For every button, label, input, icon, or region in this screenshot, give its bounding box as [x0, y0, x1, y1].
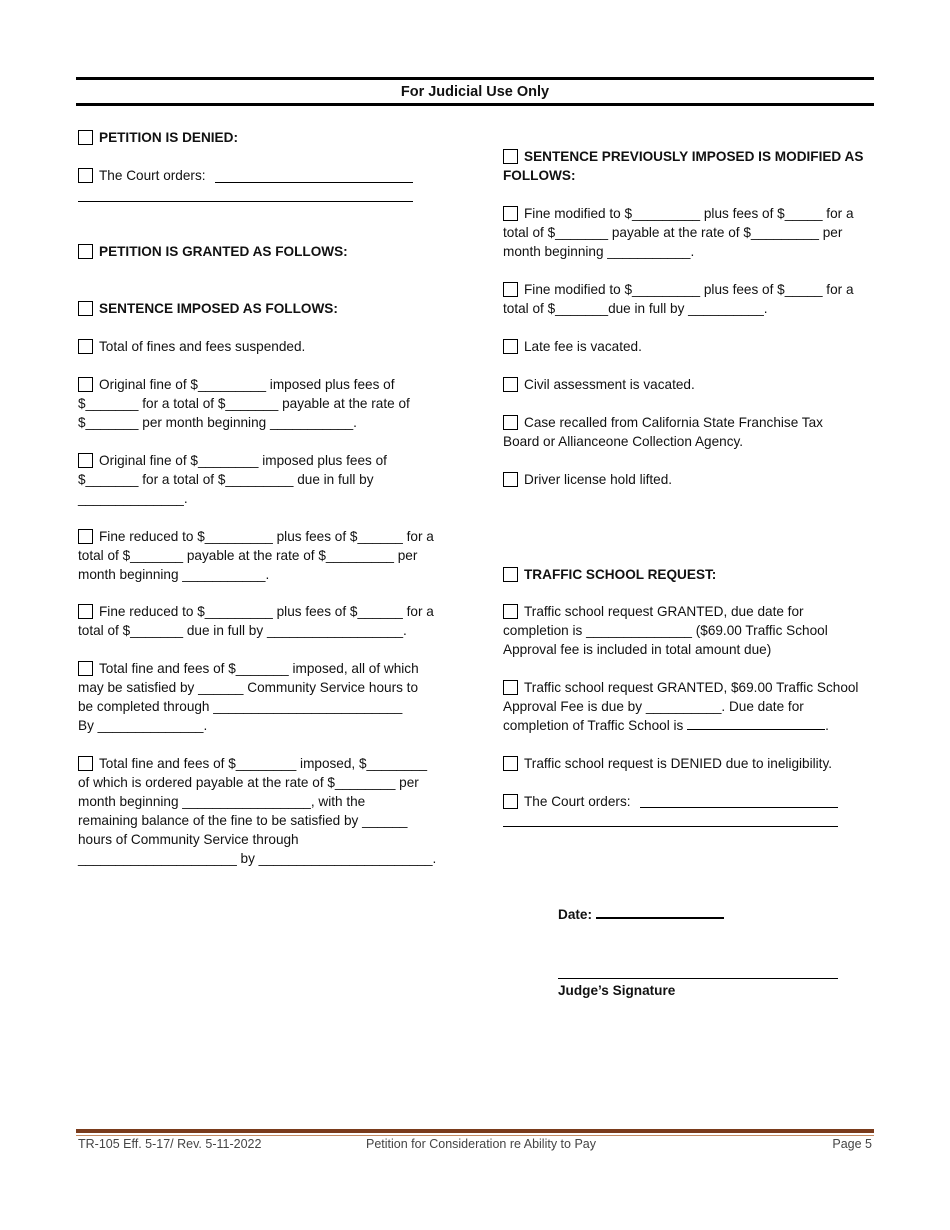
judge-signature-label: Judge’s Signature: [558, 983, 676, 998]
fine-modified-due-checkbox[interactable]: [503, 282, 518, 297]
fine-modified-due-text-1: Fine modified to $_________ plus fees of $_____ for a: [524, 282, 854, 297]
date-label: Date:: [558, 907, 592, 922]
petition-denied-option[interactable]: [78, 128, 238, 147]
community-service-text-3: be completed through _________________________: [78, 699, 403, 714]
civil-assessment-checkbox[interactable]: [503, 377, 518, 392]
fine-modified-rate-option[interactable]: [503, 204, 854, 261]
petition-denied-label: PETITION IS DENIED:: [99, 130, 238, 145]
original-fine-rate-text-1: Original fine of $_________ imposed plus fees of: [99, 377, 395, 392]
fine-reduced-due-checkbox[interactable]: [78, 604, 93, 619]
fine-reduced-rate-text-1: Fine reduced to $_________ plus fees of $______ for a: [99, 529, 434, 544]
left-court-orders-label: The Court orders:: [99, 168, 206, 183]
community-service-option[interactable]: [78, 659, 419, 735]
partial-payment-text-3: month beginning _________________, with the: [78, 794, 366, 809]
fines-suspended-option[interactable]: [78, 337, 305, 356]
ts-granted-included-text-3: Approval fee is included in total amount due): [503, 642, 772, 657]
petition-denied-checkbox[interactable]: [78, 130, 93, 145]
fine-reduced-rate-option[interactable]: [78, 527, 434, 584]
partial-payment-text-6: _____________________ by _______________________.: [78, 851, 437, 866]
fine-modified-rate-text-1: Fine modified to $_________ plus fees of $_____ for a: [524, 206, 854, 221]
sentence-modified-option[interactable]: [503, 147, 863, 185]
fine-reduced-due-text-2: total of $_______ due in full by __________________.: [78, 623, 407, 638]
fines-suspended-label: Total of fines and fees suspended.: [99, 339, 306, 354]
left-court-orders-option[interactable]: [78, 166, 206, 185]
ts-denied-checkbox[interactable]: [503, 756, 518, 771]
original-fine-due-checkbox[interactable]: [78, 453, 93, 468]
traffic-school-option[interactable]: [503, 565, 716, 584]
fine-modified-rate-text-3: month beginning ___________.: [503, 244, 695, 259]
right-court-orders-line-1[interactable]: [640, 807, 838, 808]
petition-granted-label: PETITION IS GRANTED AS FOLLOWS:: [99, 244, 348, 259]
ts-completion-blank[interactable]: [687, 717, 825, 730]
header-top-rule: [76, 77, 874, 80]
traffic-school-checkbox[interactable]: [503, 567, 518, 582]
traffic-school-label: TRAFFIC SCHOOL REQUEST:: [524, 567, 717, 582]
ts-granted-fee-text-2: Approval Fee is due by __________. Due date for: [503, 699, 804, 714]
original-fine-rate-text-2: $_______ for a total of $_______ payable at the rate of: [78, 396, 410, 411]
civil-assessment-label: Civil assessment is vacated.: [524, 377, 695, 392]
footer-rule-thin: [76, 1135, 874, 1136]
ts-granted-fee-checkbox[interactable]: [503, 680, 518, 695]
ts-granted-included-text-2: completion is ______________ ($69.00 Traffic School: [503, 623, 828, 638]
sentence-modified-text-2: FOLLOWS:: [503, 168, 576, 183]
right-court-orders-checkbox[interactable]: [503, 794, 518, 809]
ts-granted-included-option[interactable]: [503, 602, 828, 659]
footer-rule-brown: [76, 1129, 874, 1133]
ts-granted-fee-option[interactable]: Traffic school request GRANTED, $69.00 Traffic School Approval Fee is due by __________. Due date for completion of Traffic School is .: [503, 680, 859, 733]
case-recalled-text-1: Case recalled from California State Franchise Tax: [524, 415, 823, 430]
date-blank[interactable]: [596, 905, 724, 919]
fine-reduced-due-text-1: Fine reduced to $_________ plus fees of $______ for a: [99, 604, 434, 619]
right-court-orders-line-2[interactable]: [503, 826, 838, 827]
partial-payment-text-1: Total fine and fees of $________ imposed, $________: [99, 756, 428, 771]
ts-granted-included-text-1: Traffic school request GRANTED, due date for: [524, 604, 804, 619]
original-fine-due-option[interactable]: [78, 451, 387, 508]
case-recalled-option[interactable]: [503, 413, 823, 451]
fine-modified-due-text-2: total of $_______due in full by __________.: [503, 301, 768, 316]
ts-granted-fee-text-1: Traffic school request GRANTED, $69.00 Traffic School: [524, 680, 859, 695]
fine-reduced-due-option[interactable]: [78, 602, 434, 640]
partial-payment-option[interactable]: [78, 754, 436, 868]
ts-denied-label: Traffic school request is DENIED due to ineligibility.: [524, 756, 833, 771]
late-fee-vacated-option[interactable]: [503, 337, 642, 356]
community-service-text-2: may be satisfied by ______ Community Service hours to: [78, 680, 419, 695]
partial-payment-checkbox[interactable]: [78, 756, 93, 771]
ts-granted-fee-text-3: completion of Traffic School is: [503, 718, 684, 733]
left-court-orders-line-2[interactable]: [78, 201, 413, 202]
ts-granted-included-checkbox[interactable]: [503, 604, 518, 619]
fine-reduced-rate-text-2: total of $_______ payable at the rate of $_________ per: [78, 548, 418, 563]
partial-payment-text-4: remaining balance of the fine to be satisfied by ______: [78, 813, 408, 828]
fine-modified-rate-checkbox[interactable]: [503, 206, 518, 221]
original-fine-due-text-3: ______________.: [78, 491, 188, 506]
fines-suspended-checkbox[interactable]: [78, 339, 93, 354]
fine-modified-rate-text-2: total of $_______ payable at the rate of $_________ per: [503, 225, 843, 240]
sentence-imposed-label: SENTENCE IMPOSED AS FOLLOWS:: [99, 301, 338, 316]
late-fee-vacated-label: Late fee is vacated.: [524, 339, 642, 354]
civil-assessment-option[interactable]: [503, 375, 695, 394]
original-fine-rate-option[interactable]: [78, 375, 410, 432]
left-court-orders-line-1[interactable]: [215, 182, 413, 183]
sentence-imposed-checkbox[interactable]: [78, 301, 93, 316]
sentence-modified-text-1: SENTENCE PREVIOUSLY IMPOSED IS MODIFIED AS: [524, 149, 864, 164]
community-service-checkbox[interactable]: [78, 661, 93, 676]
case-recalled-checkbox[interactable]: [503, 415, 518, 430]
partial-payment-text-2: of which is ordered payable at the rate of $________ per: [78, 775, 419, 790]
license-hold-checkbox[interactable]: [503, 472, 518, 487]
date-field[interactable]: [558, 905, 724, 924]
license-hold-option[interactable]: [503, 470, 672, 489]
left-court-orders-checkbox[interactable]: [78, 168, 93, 183]
ts-denied-option[interactable]: [503, 754, 832, 773]
original-fine-rate-text-3: $_______ per month beginning ___________.: [78, 415, 357, 430]
case-recalled-text-2: Board or Allianceone Collection Agency.: [503, 434, 744, 449]
fine-reduced-rate-checkbox[interactable]: [78, 529, 93, 544]
petition-granted-option[interactable]: [78, 242, 348, 261]
sentence-imposed-option[interactable]: [78, 299, 338, 318]
page-title: For Judicial Use Only: [400, 84, 550, 100]
original-fine-due-text-2: $_______ for a total of $_________ due in full by: [78, 472, 374, 487]
right-court-orders-label: The Court orders:: [524, 794, 631, 809]
original-fine-rate-checkbox[interactable]: [78, 377, 93, 392]
sentence-modified-checkbox[interactable]: [503, 149, 518, 164]
original-fine-due-text-1: Original fine of $________ imposed plus fees of: [99, 453, 387, 468]
fine-modified-due-option[interactable]: [503, 280, 854, 318]
footer-form-id: TR-105 Eff. 5-17/ Rev. 5-11-2022: [78, 1137, 262, 1151]
header-bottom-rule: [76, 103, 874, 106]
footer-title: Petition for Consideration re Ability to Pay: [366, 1137, 596, 1151]
right-court-orders-option[interactable]: [503, 792, 631, 811]
footer-page-number: Page 5: [832, 1137, 872, 1151]
license-hold-label: Driver license hold lifted.: [524, 472, 673, 487]
fine-reduced-rate-text-3: month beginning ___________.: [78, 567, 270, 582]
partial-payment-text-5: hours of Community Service through: [78, 832, 299, 847]
petition-granted-checkbox[interactable]: [78, 244, 93, 259]
community-service-text-1: Total fine and fees of $_______ imposed, all of which: [99, 661, 419, 676]
signature-line[interactable]: [558, 978, 838, 979]
community-service-text-4: By ______________.: [78, 718, 208, 733]
late-fee-vacated-checkbox[interactable]: [503, 339, 518, 354]
